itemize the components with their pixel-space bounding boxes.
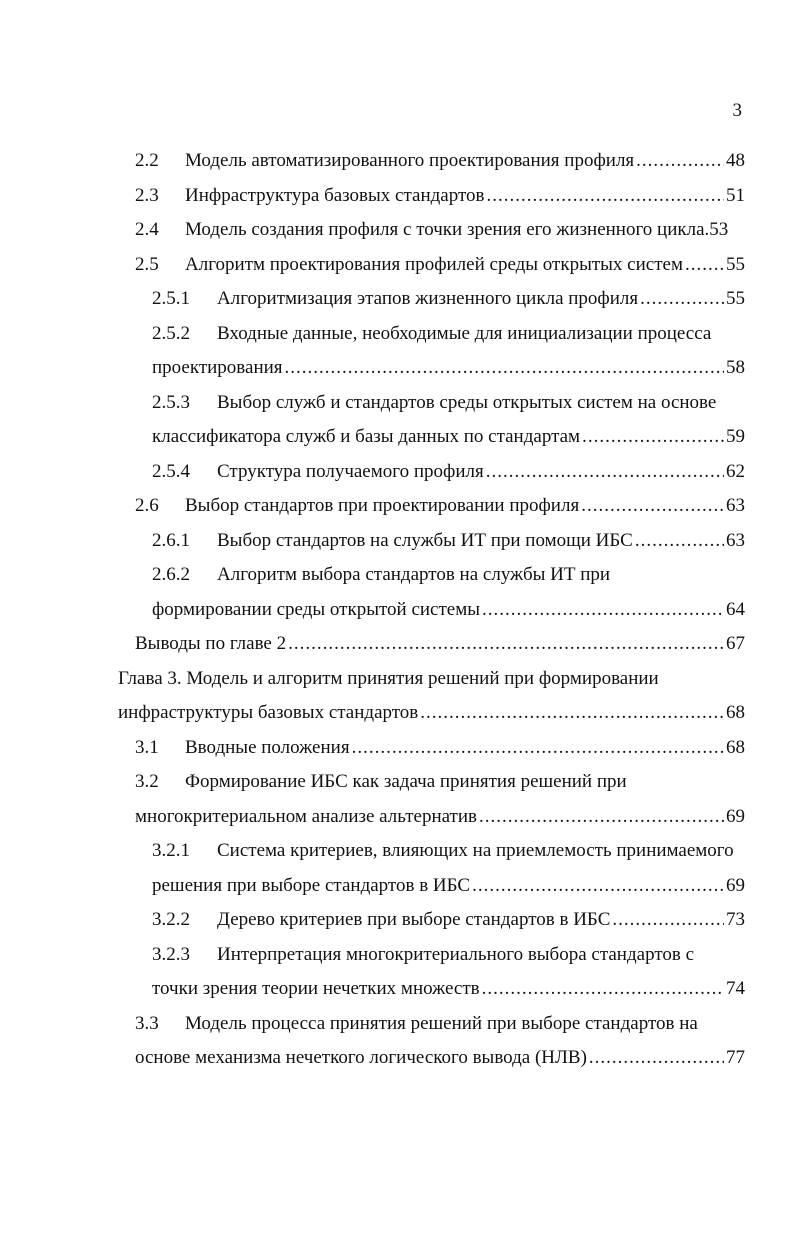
dot-leader bbox=[487, 179, 725, 214]
dot-leader bbox=[482, 972, 724, 1007]
toc-number: 2.5.2 bbox=[152, 322, 190, 344]
toc-entry-2-6 bbox=[0, 489, 795, 524]
dot-leader bbox=[285, 351, 724, 386]
toc-number: 2.6.2 bbox=[152, 564, 190, 585]
dot-leader bbox=[640, 282, 724, 317]
toc-number: 2.5.1 bbox=[152, 288, 190, 309]
toc-number: 3.2.1 bbox=[152, 840, 190, 861]
toc-entry-3-2 bbox=[0, 765, 795, 834]
toc-title: Алгоритм выбора стандартов на службы ИТ при bbox=[217, 564, 611, 585]
toc-title: Входные данные, необходимые для инициализации процесса bbox=[217, 322, 712, 344]
toc-number: 3.2.3 bbox=[152, 943, 190, 965]
toc-page: 77 bbox=[726, 1047, 745, 1068]
toc-page: 68 bbox=[726, 702, 745, 723]
toc-number: 2.6 bbox=[135, 495, 159, 516]
toc-entry-2-5-4 bbox=[0, 455, 795, 490]
toc-page: 67 bbox=[726, 633, 745, 654]
toc-entry-2-3 bbox=[0, 179, 795, 214]
toc-title: Выбор служб и стандартов среды открытых систем на основе bbox=[217, 391, 717, 413]
toc-title: Выбор стандартов при проектировании профиля bbox=[185, 495, 580, 516]
toc-entry-3-2-3 bbox=[0, 938, 795, 1007]
toc-number: 3.2 bbox=[135, 771, 159, 792]
toc-entry-2-2 bbox=[0, 144, 795, 179]
toc-page: 68 bbox=[726, 736, 745, 758]
toc-page: 58 bbox=[726, 357, 745, 378]
toc-entry-2-6-2 bbox=[0, 558, 795, 627]
toc-number: 2.5 bbox=[135, 253, 159, 275]
page-number: 3 bbox=[732, 100, 742, 121]
toc-page: 69 bbox=[726, 874, 745, 896]
toc-number: 3.1 bbox=[135, 736, 159, 758]
toc-page: 53 bbox=[709, 219, 729, 240]
toc-page: 69 bbox=[726, 805, 745, 827]
toc-page: 63 bbox=[726, 495, 745, 516]
toc-page: 55 bbox=[726, 253, 745, 275]
dot-leader bbox=[472, 869, 724, 904]
toc-number: 2.4 bbox=[135, 219, 159, 240]
dot-leader bbox=[636, 144, 724, 179]
toc-title: Дерево критериев при выборе стандартов в ИБС bbox=[217, 909, 611, 930]
dot-leader bbox=[420, 696, 724, 731]
dot-leader bbox=[352, 731, 724, 766]
toc-number: 2.2 bbox=[135, 150, 159, 171]
toc-number: 3.3 bbox=[135, 1012, 159, 1034]
toc-number: 2.6.1 bbox=[152, 529, 190, 551]
dot-leader bbox=[589, 1041, 724, 1076]
toc-number: 2.5.3 bbox=[152, 391, 190, 413]
toc-title-continued: проектирования bbox=[152, 357, 283, 378]
toc-title-continued: формировании среды открытой системы bbox=[152, 598, 481, 620]
toc-entry-3-3 bbox=[0, 1007, 795, 1076]
dot-leader bbox=[582, 420, 724, 455]
toc-number: 3.2.2 bbox=[152, 909, 190, 930]
toc-title: Выбор стандартов на службы ИТ при помощи ИБС bbox=[217, 529, 633, 551]
toc-title-continued: классификатора служб и базы данных по стандартам bbox=[152, 426, 581, 447]
toc-title: Интерпретация многокритериального выбора стандартов с bbox=[217, 943, 695, 965]
toc-title: Модель автоматизированного проектирования профиля bbox=[185, 150, 635, 171]
toc-title-continued: основе механизма нечеткого логического вывода (НЛВ) bbox=[135, 1047, 587, 1068]
toc-entry-2-5-3 bbox=[0, 386, 795, 455]
toc-title: Модель процесса принятия решений при выборе стандартов на bbox=[185, 1012, 698, 1034]
toc-page: 62 bbox=[726, 460, 745, 482]
toc-title-continued: решения при выборе стандартов в ИБС bbox=[152, 874, 471, 896]
toc-entry-2-6-1 bbox=[0, 524, 795, 559]
toc-title-continued: точки зрения теории нечетких множеств bbox=[152, 978, 480, 999]
toc-entry-chapter-3 bbox=[0, 662, 795, 731]
toc-page: 55 bbox=[726, 288, 745, 309]
dot-leader bbox=[581, 489, 724, 524]
toc-title: Вводные положения bbox=[185, 736, 350, 758]
toc-page: 64 bbox=[726, 598, 745, 620]
dot-leader bbox=[486, 455, 724, 490]
toc-title: Выводы по главе 2 bbox=[135, 633, 287, 654]
toc-title: Инфраструктура базовых стандартов bbox=[185, 184, 485, 206]
toc-page: 48 bbox=[726, 150, 745, 171]
toc-page: 73 bbox=[726, 909, 745, 930]
toc-entry-2-5 bbox=[0, 248, 795, 283]
toc-page: 51 bbox=[726, 184, 745, 206]
toc-number: 2.3 bbox=[135, 184, 159, 206]
dot-leader bbox=[479, 800, 724, 835]
toc-title-continued: инфраструктуры базовых стандартов bbox=[118, 702, 419, 723]
dot-leader bbox=[482, 593, 724, 628]
dot-leader bbox=[685, 248, 724, 283]
toc-page: 74 bbox=[726, 978, 745, 999]
table-of-contents bbox=[0, 144, 795, 1076]
toc-title: Алгоритм проектирования профилей среды открытых систем bbox=[185, 253, 683, 275]
toc-title: Система критериев, влияющих на приемлемость принимаемого bbox=[217, 840, 734, 861]
toc-number: 2.5.4 bbox=[152, 460, 190, 482]
toc-entry-2-5-2 bbox=[0, 317, 795, 386]
toc-title: Модель создания профиля с точки зрения его жизненного цикла. bbox=[185, 219, 710, 240]
toc-entry-3-2-2 bbox=[0, 903, 795, 938]
toc-title: Алгоритмизация этапов жизненного цикла профиля bbox=[217, 288, 639, 309]
toc-page: 59 bbox=[726, 426, 745, 447]
toc-title-continued: многокритериальном анализе альтернатив bbox=[135, 805, 477, 827]
toc-title: Глава 3. Модель и алгоритм принятия решений при формировании bbox=[118, 667, 659, 689]
toc-entry-conclusions-2 bbox=[0, 627, 795, 662]
toc-entry-3-1 bbox=[0, 731, 795, 766]
toc-entry-3-2-1 bbox=[0, 834, 795, 903]
toc-page: 63 bbox=[726, 529, 745, 551]
dot-leader bbox=[288, 627, 724, 662]
toc-entry-2-4 bbox=[0, 213, 795, 248]
toc-entry-2-5-1 bbox=[0, 282, 795, 317]
toc-title: Структура получаемого профиля bbox=[217, 460, 484, 482]
toc-title: Формирование ИБС как задача принятия решений при bbox=[185, 771, 627, 792]
dot-leader bbox=[635, 524, 724, 559]
dot-leader bbox=[612, 903, 724, 938]
